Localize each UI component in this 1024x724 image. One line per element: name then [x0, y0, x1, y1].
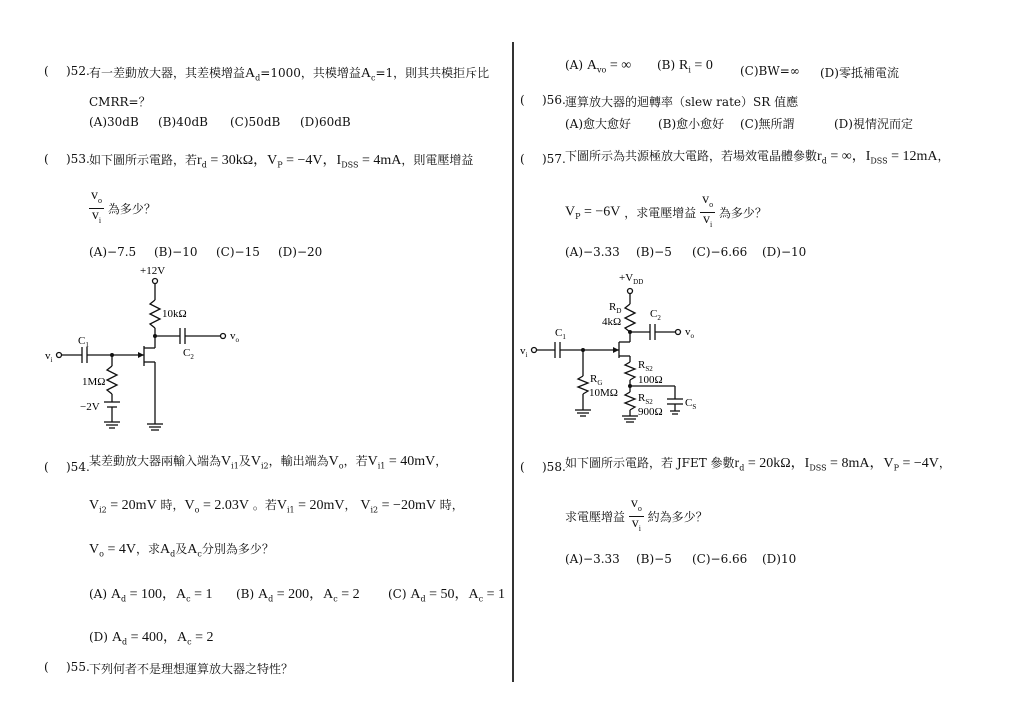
- vdd-label: $+V_{DD}$: [619, 272, 644, 286]
- option-b[interactable]: (B)−5: [636, 245, 672, 259]
- option-a[interactable]: (A)−3.33: [565, 552, 620, 566]
- option-b[interactable]: (B)40dB: [158, 115, 208, 129]
- option-c[interactable]: (C)−6.66: [692, 245, 748, 259]
- gain-expression: $\frac{v_o}{v_i}$ 為多少？: [91, 188, 156, 225]
- answer-paren[interactable]: (: [520, 460, 525, 474]
- option-c[interactable]: (C)−15: [216, 245, 260, 259]
- answer-paren[interactable]: (: [44, 152, 49, 166]
- option-b[interactable]: (B)−10: [154, 245, 198, 259]
- option-c[interactable]: (C)−6.66: [692, 552, 748, 566]
- question-text-line2: CMRR=？: [89, 95, 151, 109]
- rd-label: $R_D$: [609, 301, 622, 315]
- answer-paren[interactable]: (: [44, 660, 49, 674]
- rd-label: 10kΩ: [162, 308, 187, 320]
- vo-label: $v_o$: [685, 326, 694, 340]
- option-d[interactable]: (D)−10: [762, 245, 807, 259]
- rg-label: 1MΩ: [82, 376, 106, 388]
- option-d[interactable]: (D) $A_d = 400$，$A_c = 2$: [89, 630, 214, 647]
- question-text-line3: $V_o = 4V$，求$A_d$及$A_c$分別為多少？: [89, 542, 274, 559]
- rg-label: $R_G$: [590, 373, 603, 387]
- option-a[interactable]: (A)−3.33: [565, 245, 620, 259]
- rs2b-label: $R_{S2}$: [638, 392, 653, 406]
- vo-label: $v_o$: [230, 330, 239, 344]
- question-text: 如下圖所示電路，若 JFET 參數$r_d = 20k\Omega$，$I_{DSS} = 8mA$，$V_P = -4V$，: [565, 456, 951, 473]
- option-b[interactable]: (B)愈小愈好: [658, 117, 725, 131]
- question-number: )57.: [542, 152, 566, 166]
- vi-label: $v_i$: [520, 345, 528, 359]
- rs2a-value: 100Ω: [638, 374, 663, 386]
- vdd-label: +12V: [140, 265, 166, 277]
- option-c[interactable]: (C)無所謂: [740, 117, 795, 131]
- question-text: 運算放大器的迴轉率（slew rate）SR 值應: [565, 95, 799, 109]
- question-text: 如下圖所示電路，若$r_d = 30k\Omega$，$V_P = -4V$，$I_{DSS} = 4mA$，則電壓增益: [89, 153, 474, 170]
- option-a[interactable]: (A)30dB: [89, 115, 139, 129]
- question-text: 某差動放大器兩輸入端為$V_{i1}$及$V_{i2}$，輸出端為$V_o$，若$V_{i1} = 40mV$，: [89, 454, 448, 471]
- answer-paren[interactable]: (: [44, 460, 49, 474]
- question-text: 下圖所示為共源極放大電路，若場效電晶體參數$r_d$ = ∞，$I_{DSS} = 12mA$，: [565, 149, 950, 166]
- c2-label: $C_2$: [183, 347, 194, 361]
- option-a[interactable]: (A) $A_{vo}$ = ∞: [565, 58, 632, 75]
- question-text: 下列何者不是理想運算放大器之特性？: [89, 662, 294, 676]
- vgg-label: −2V: [80, 401, 100, 413]
- rs2a-label: $R_{S2}$: [638, 359, 653, 373]
- c1-label: $C_1$: [555, 327, 566, 341]
- answer-paren[interactable]: (: [520, 152, 525, 166]
- option-d[interactable]: (D)60dB: [300, 115, 351, 129]
- answer-paren[interactable]: (: [520, 93, 525, 107]
- option-c[interactable]: (C) $A_d = 50$，$A_c = 1$: [388, 587, 506, 604]
- column-divider: [512, 42, 514, 682]
- rd-value: 4kΩ: [602, 316, 622, 328]
- option-d[interactable]: (D)零抵補電流: [820, 66, 899, 80]
- question-text-line2: $V_{i2} = 20mV$ 時，$V_o = 2.03V$ 。若$V_{i1} = 20mV$， $V_{i2} = -20mV$ 時，: [89, 498, 464, 515]
- rg-value: 10MΩ: [589, 387, 618, 399]
- option-d[interactable]: (D)視情況而定: [834, 117, 913, 131]
- c1-label: $C_1$: [78, 335, 89, 349]
- option-b[interactable]: (B) $A_d = 200$，$A_c = 2$: [236, 587, 360, 604]
- option-b[interactable]: (B) $R_i = 0$: [657, 58, 713, 75]
- question-number: )54.: [66, 460, 90, 474]
- option-b[interactable]: (B)−5: [636, 552, 672, 566]
- option-a[interactable]: (A)−7.5: [89, 245, 137, 259]
- cs-label: $C_S$: [685, 397, 697, 411]
- question-text-line2: 求電壓增益 $\frac{v_o}{v_i}$ 約為多少？: [565, 496, 708, 533]
- question-number: )55.: [66, 660, 90, 674]
- c2-label: $C_2$: [650, 308, 661, 322]
- option-c[interactable]: (C)50dB: [230, 115, 281, 129]
- question-number: )52.: [66, 64, 90, 78]
- question-text-line2: $V_P = -6V$ ，求電壓增益 $\frac{v_o}{v_i}$ 為多少？: [565, 192, 767, 229]
- rs2b-value: 900Ω: [638, 406, 663, 418]
- option-c[interactable]: (C)BW=∞: [740, 64, 800, 78]
- question-text: 有一差動放大器，其差模增益$A_d=1000$，共模增益$A_c=1$，則其共模拒斥比: [89, 66, 490, 83]
- question-number: )58.: [542, 460, 566, 474]
- answer-paren[interactable]: (: [44, 64, 49, 78]
- question-number: )53.: [66, 152, 90, 166]
- option-a[interactable]: (A)愈大愈好: [565, 117, 632, 131]
- question-number: )56.: [542, 93, 566, 107]
- circuit-diagram-q53: [40, 262, 260, 440]
- circuit-diagram-q57: [515, 266, 715, 430]
- option-d[interactable]: (D)−20: [278, 245, 323, 259]
- vi-label: $v_i$: [45, 350, 53, 364]
- option-d[interactable]: (D)10: [762, 552, 797, 566]
- option-a[interactable]: (A) $A_d = 100$，$A_c = 1$: [89, 587, 213, 604]
